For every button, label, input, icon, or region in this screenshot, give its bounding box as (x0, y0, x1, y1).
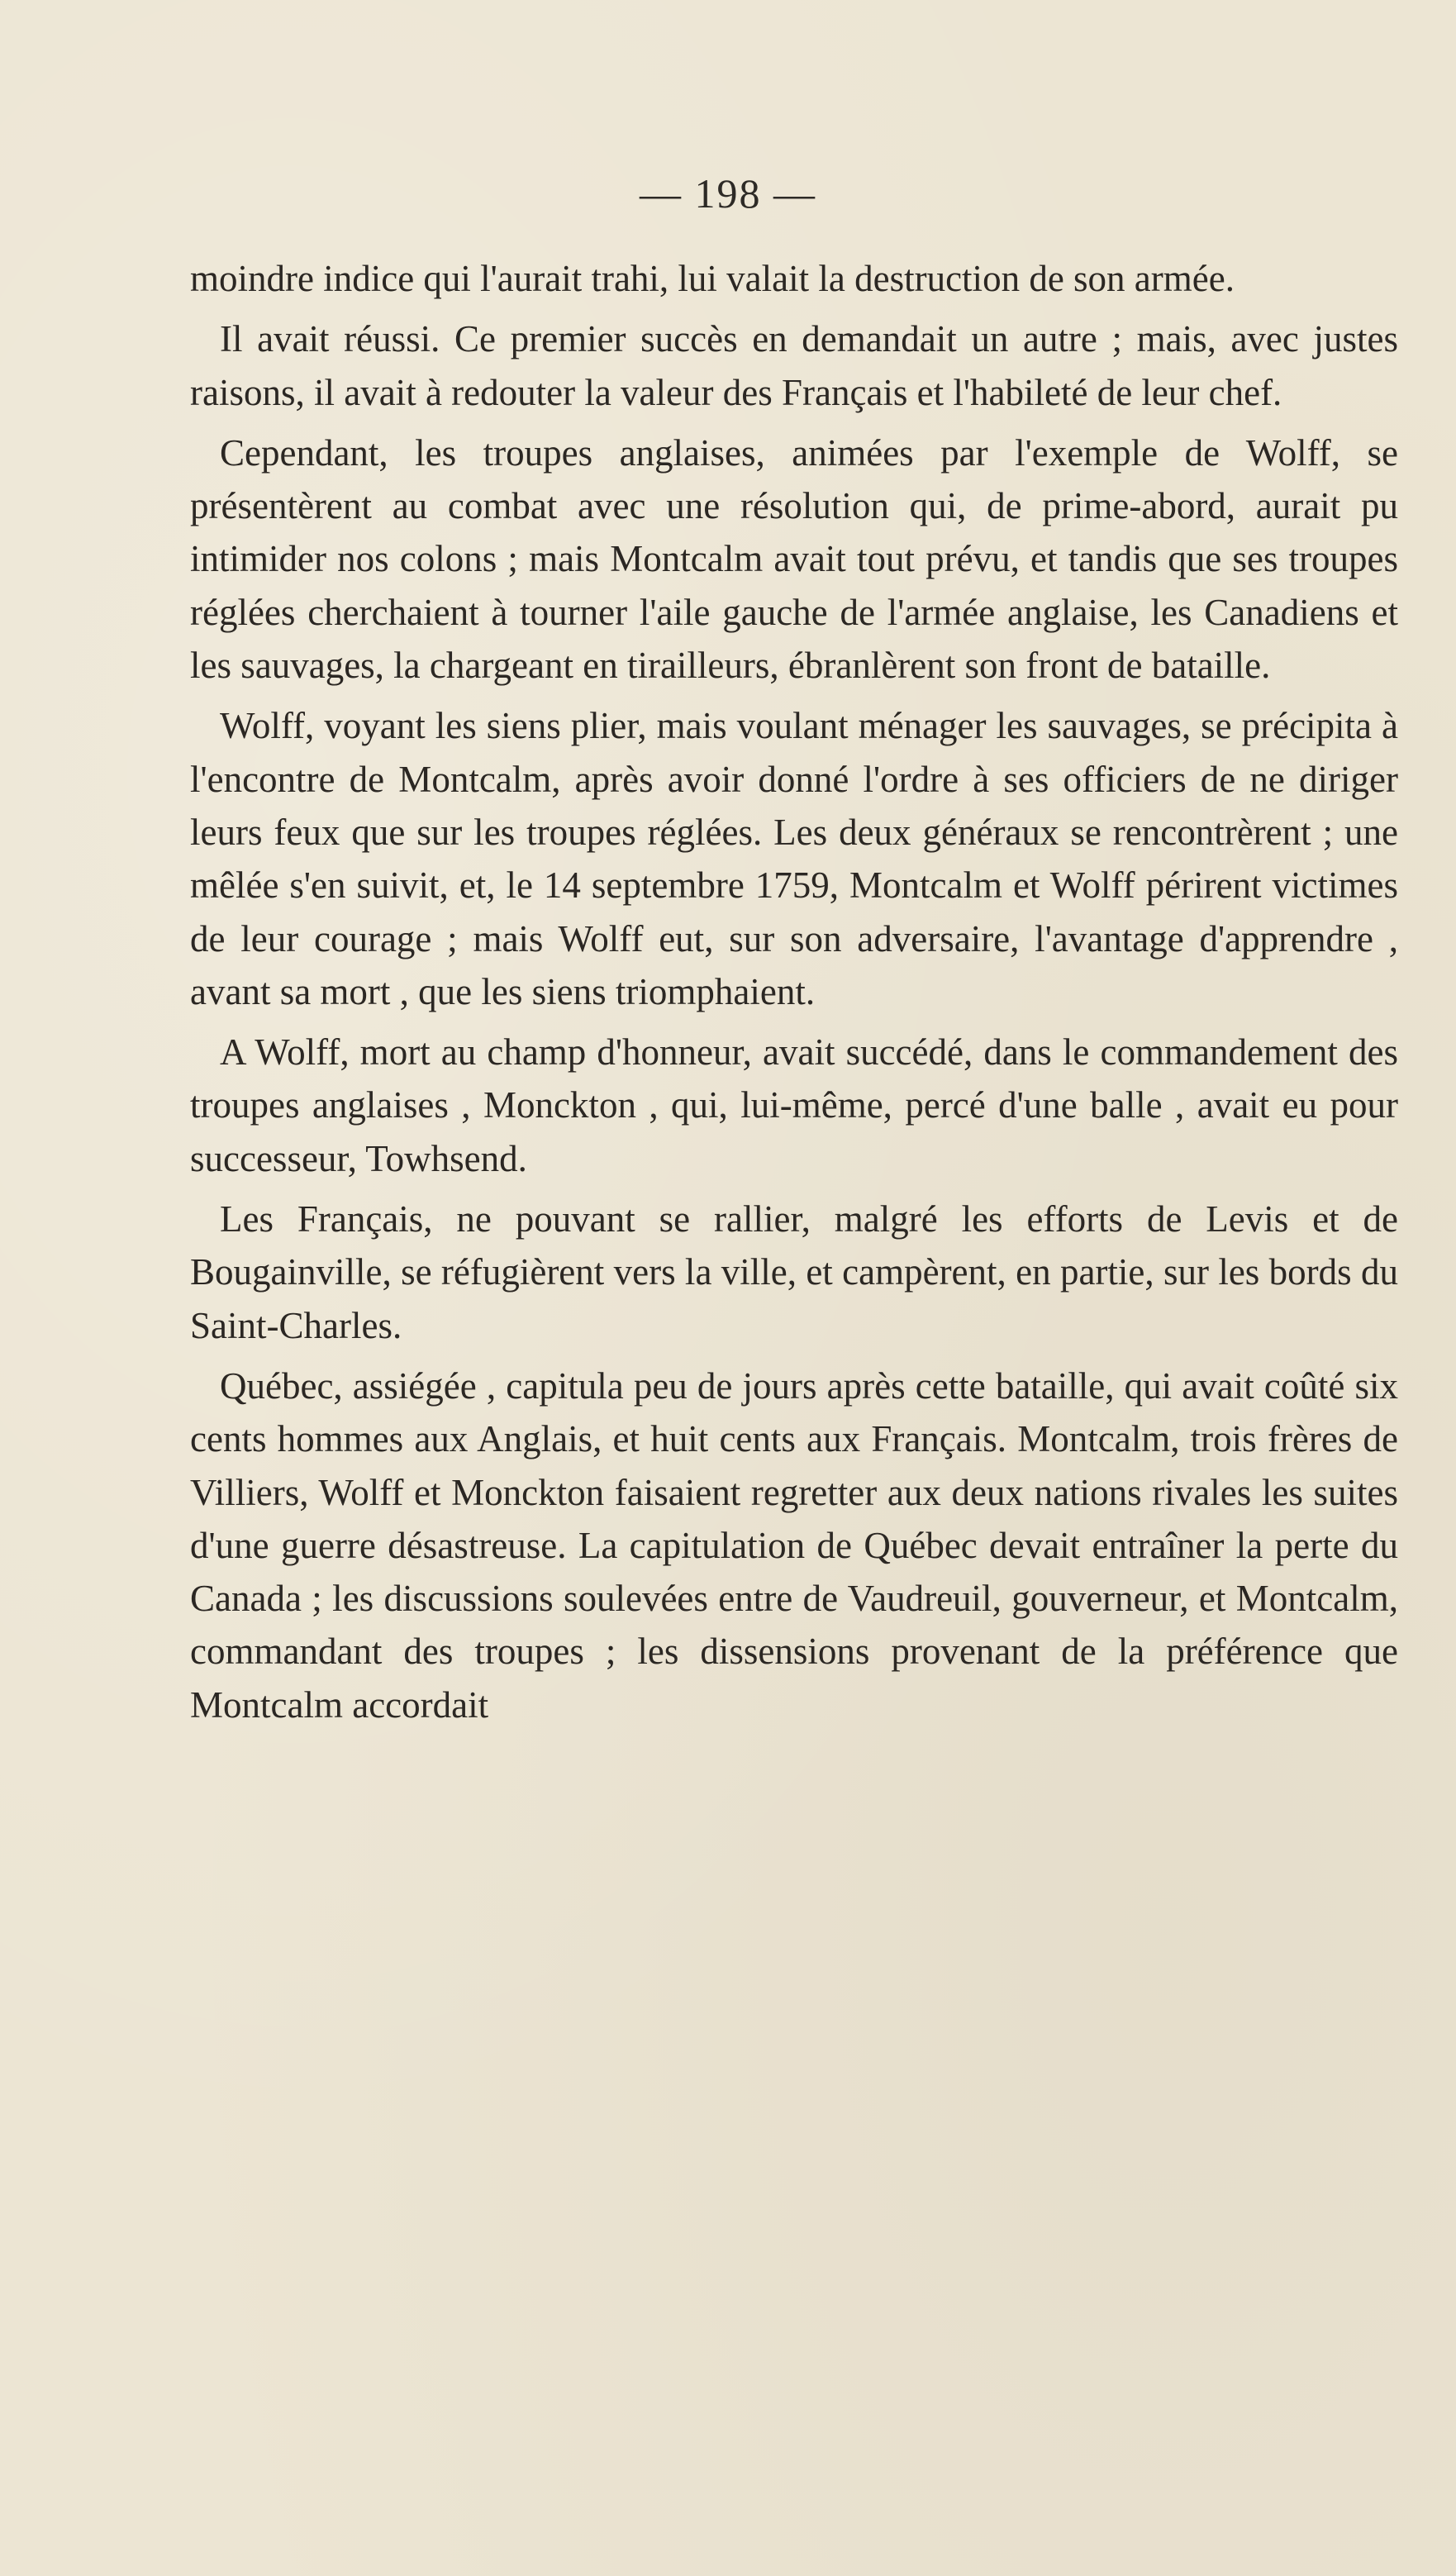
paragraph-1: moindre indice qui l'aurait trahi, lui valait la destruction de son armée. (190, 258, 1235, 299)
page-body-text (190, 252, 1398, 1739)
paragraph-7: Québec, assiégée , capitula peu de jours après cette bataille, qui avait coûté six cents hommes aux Anglais, et huit cents aux Français. Montcalm, trois frères de Villiers, Wolff et Monckton faisaient regretter aux deux nations rivales les suites d'une guerre désastreuse. La capitulation de Québec devait entraîner la perte du Canada ; les discussions soulevées entre de Vaudreuil, gouverneur, et Montcalm, commandant des troupes ; les dissensions provenant de la préférence que Montcalm accordait (190, 1364, 1398, 1726)
paragraph-2: Il avait réussi. Ce premier succès en demandait un autre ; mais, avec justes raisons, il avait à redouter la valeur des Français et l'habileté de leur chef. (190, 318, 1398, 413)
paragraph-4: Wolff, voyant les siens plier, mais voulant ménager les sauvages, se précipita à l'encontre de Montcalm, après avoir donné l'ordre à ses officiers de ne diriger leurs feux que sur les troupes réglées. Les deux généraux se rencontrèrent ; une mêlée s'en suivit, et, le 14 septembre 1759, Montcalm et Wolff périrent victimes de leur courage ; mais Wolff eut, sur son adversaire, l'avantage d'apprendre , avant sa mort , que les siens triomphaient. (190, 705, 1398, 1012)
paragraph-5: A Wolff, mort au champ d'honneur, avait succédé, dans le commandement des troupes anglaises , Monckton , qui, lui-même, percé d'une balle , avait eu pour successeur, Towhsend. (190, 1031, 1398, 1179)
paragraph-3: Cependant, les troupes anglaises, animées par l'exemple de Wolff, se présentèrent au combat avec une résolution qui, de prime-abord, aurait pu intimider nos colons ; mais Montcalm avait tout prévu, et tandis que ses troupes réglées cherchaient à tourner l'aile gauche de l'armée anglaise, les Canadiens et les sauvages, la chargeant en tirailleurs, ébranlèrent son front de bataille. (190, 431, 1398, 687)
page-number: — 198 — (640, 170, 816, 217)
paragraph-6: Les Français, ne pouvant se rallier, malgré les efforts de Levis et de Bougainville, se réfugièrent vers la ville, et campèrent, en partie, sur les bords du Saint-Charles. (190, 1198, 1398, 1346)
